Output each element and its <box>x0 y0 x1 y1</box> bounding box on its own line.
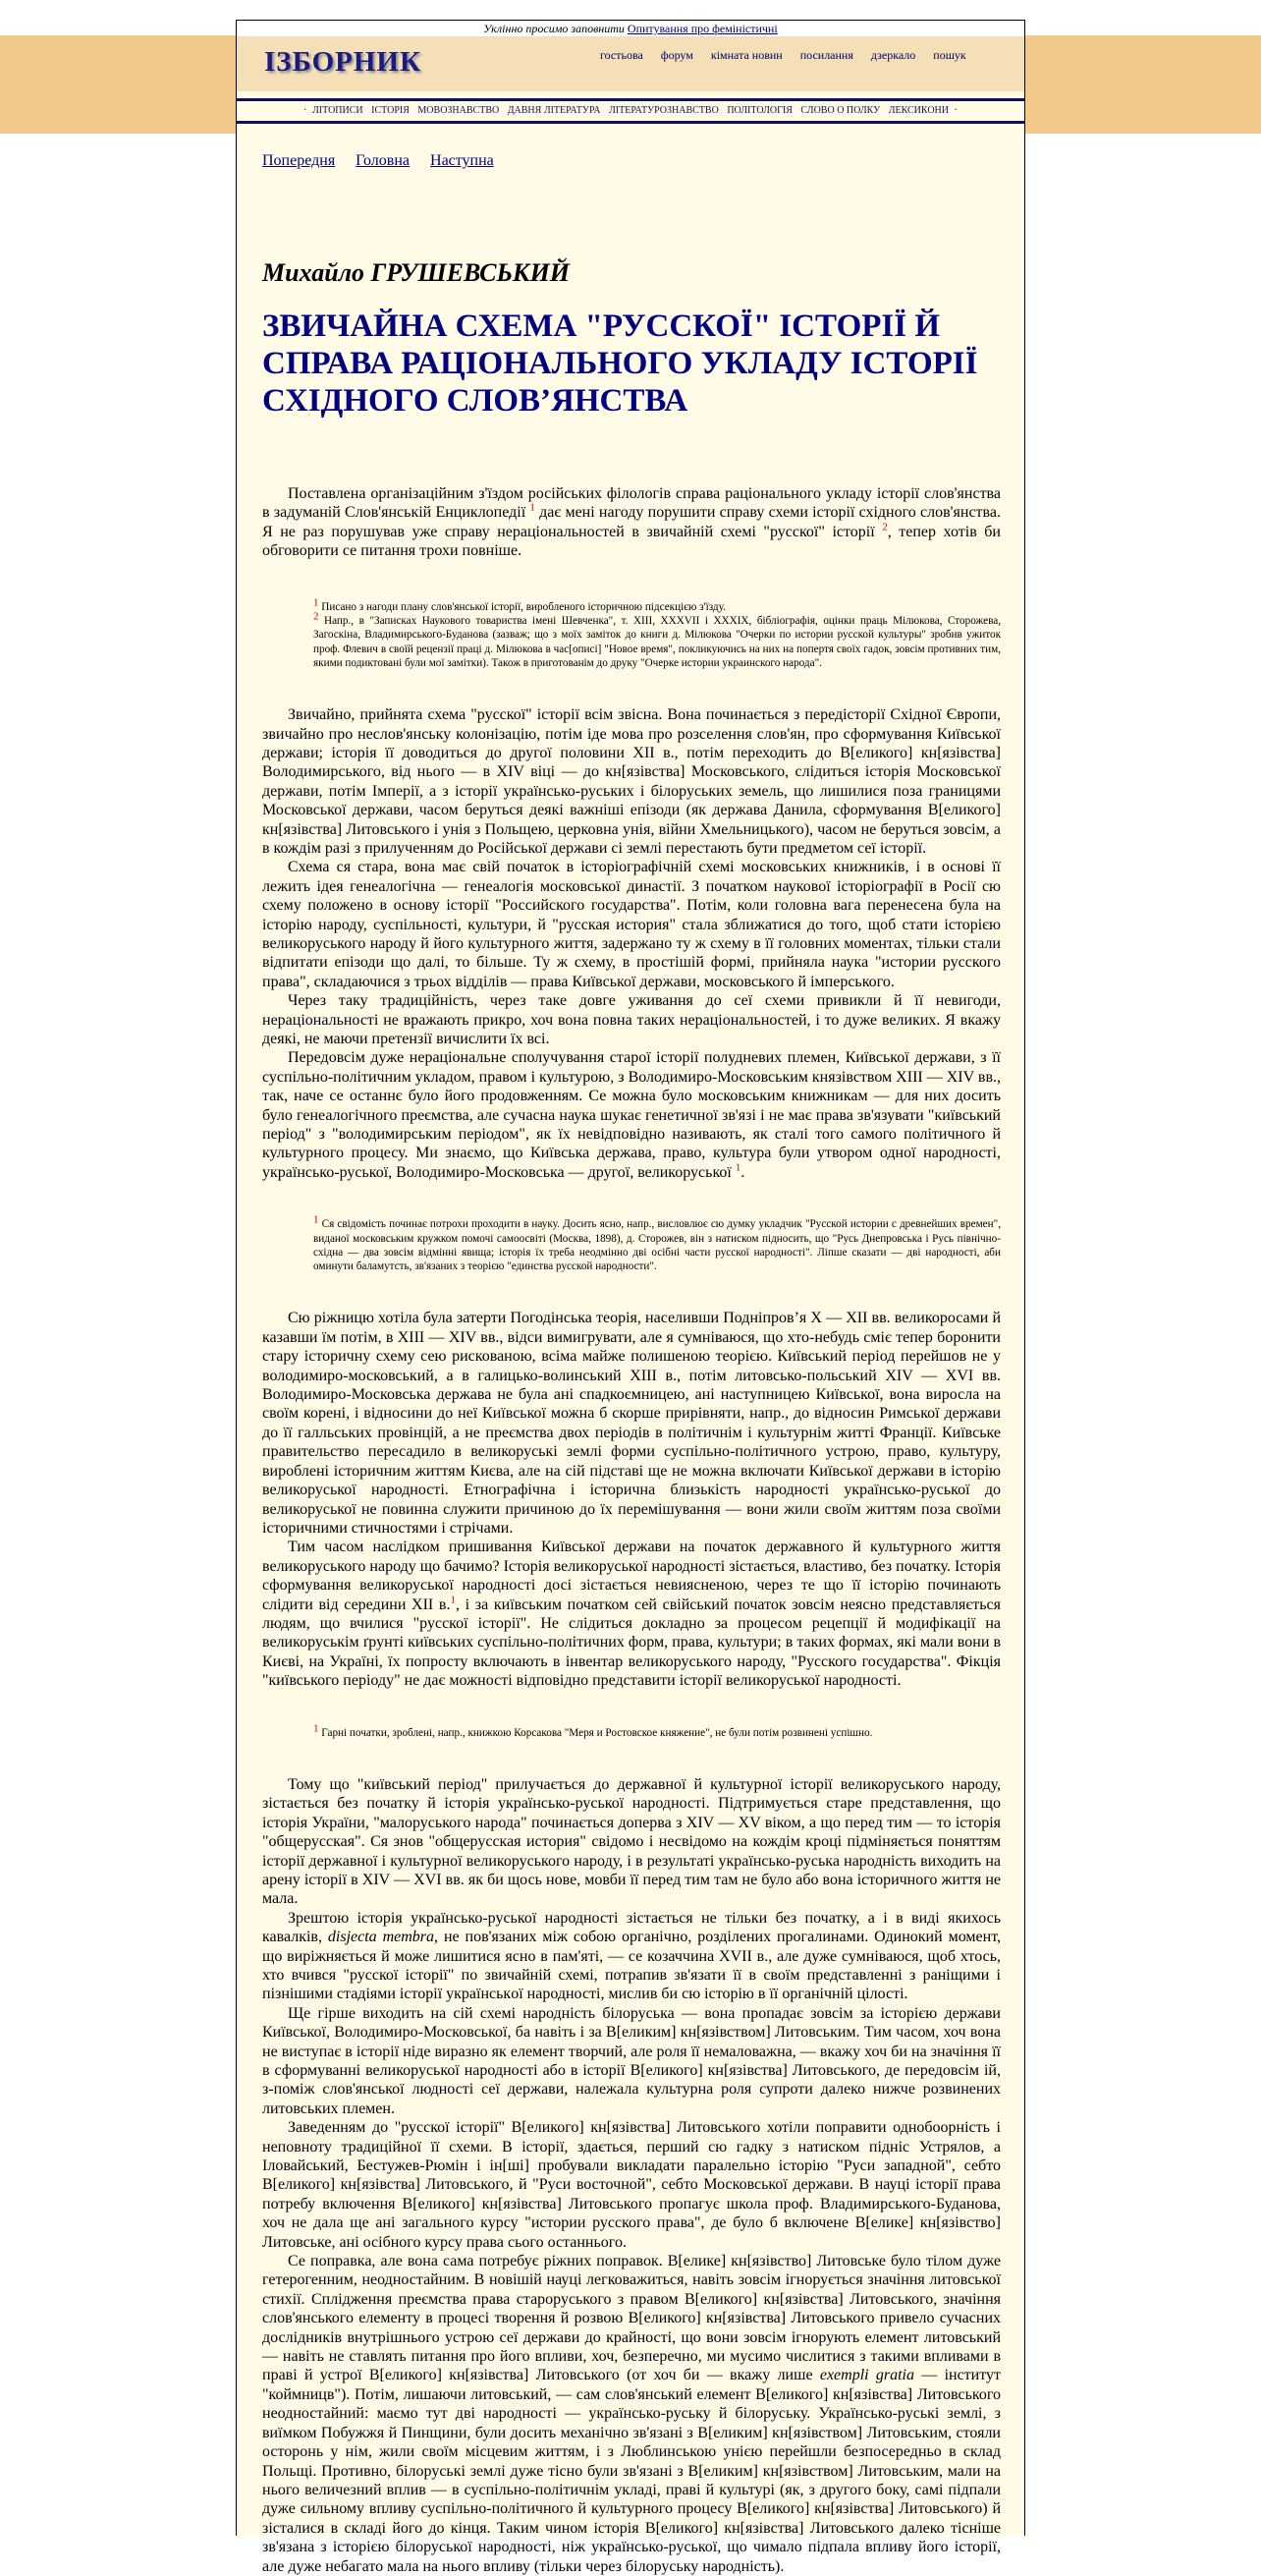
body-block-2 <box>262 705 1001 1182</box>
section-chronicles[interactable]: ЛІТОПИСИ <box>311 105 363 116</box>
next-link[interactable]: Наступна <box>430 152 494 169</box>
body-block-1 <box>262 484 1001 561</box>
section-slovo[interactable]: СЛОВО О ПОЛКУ <box>800 105 881 116</box>
survey-notice-text: Уклінно просимо заповнити <box>483 22 625 35</box>
footnote-ref-1[interactable]: 1 <box>529 502 535 515</box>
footnote: 1 Писано з нагоди плану слов'янської історії, виробленого історичною підсекцією з'їзду. <box>313 595 726 613</box>
body-block-4 <box>262 1775 1001 2576</box>
paragraph: Тому що "київський період" прилучається до державної й культурної історії великоруського народу, зістається без початку й історія українсько-руської народності. Підтримується старе представлення, що історія України, "малоруського народа" починається доперва з XIV — XV віком, а що перед тим — то історія "общерусская". Ся знов "общерусская история" свідомо і несвідомо на кождім кроці підміняється поняттям історії державної і культурної великоруського народу, і в результаті українсько-руська народність виходить на арену історії в XIV — XVI вв. як би щось нове, мовби її перед тим там не було або вона історичного життя не мала. <box>262 1775 1001 1908</box>
nav-links[interactable]: посилання <box>799 48 853 62</box>
section-linguistics[interactable]: МОВОЗНАВСТВО <box>417 105 500 116</box>
survey-notice <box>237 21 1024 36</box>
survey-link[interactable]: Опитування про феміністичні <box>627 22 778 35</box>
article-author: Михайло ГРУШЕВСЬКИЙ <box>262 258 571 287</box>
footnotes-2 <box>313 1213 1001 1273</box>
footnote-ref-3[interactable]: 1 <box>735 1161 741 1174</box>
footnote-ref-2[interactable]: 2 <box>882 521 888 533</box>
section-lexicons[interactable]: ЛЕКСИКОНИ <box>888 105 949 116</box>
page-nav <box>262 152 1001 170</box>
top-nav <box>600 48 981 63</box>
nav-rule-bottom <box>237 121 1024 124</box>
article <box>262 152 1001 2576</box>
paragraph: Передовсім дуже нераціональне сполучування старої історії полудневих племен, Київської держави, з її суспільно-політичним укладом, правом і культурою, з Володимиро-Московським князівством XIII — XIV вв., так, наче се останнє було його продовженням. Се можна було московським книжникам — для них досить було генеалогічного преємства, але сучасна наука шукає генетичної зв'язі і не має права зв'язувати "київський період" з "володимирським періодом", як їх невідповідно називають, як сталі того самого політичного й культурного процесу. Ми знаємо, що Київська держава, право, культура були утвором одної народності, українсько-руської, Володимиро-Московська — другої, великоруської $^1$. <box>262 1049 1001 1181</box>
nav-mirror[interactable]: дзеркало <box>870 48 916 62</box>
nav-search[interactable]: пошук <box>933 48 966 62</box>
prev-link[interactable]: Попередня <box>262 152 336 169</box>
footnote: 1 Ся свідомість починає потрохи проходити в науку. Досить ясно, напр., висловлює сю думку укладчик "Русской истории с древнейших времен", виданої московським кружком помочі самоосвіті (Москва, 1898), д. Сторожев, він з натиском підносить, що "Русь Днепровська і Русь північно-східна — два зовсім відмінні явища; історія їх треба неодмінно дві осібні части русскої народності". Ліпше сказати — дві народності, аби оминути баламутсть, зв'язаних з теорією "единства русской народности". <box>313 1213 1001 1273</box>
site-logo[interactable]: ІЗБОРНИК <box>264 46 421 78</box>
home-link[interactable]: Головна <box>356 152 411 169</box>
nav-forum[interactable]: форум <box>660 48 693 62</box>
footnotes-3 <box>313 1721 1001 1740</box>
footnote: 2 Напр., в "Записках Наукового товариства імені Шевченка", т. XIII, XXXVII і XXXIX, бібліографія, оцінки праць Мілюкова, Сторожева, Загоскіна, Владимирського-Буданова (зазваж; що з моїх заміток до книги д. Мілюкова "Очерки по истории русской культуры" зробив ужиток проф. Флевич в своїй рецензії праці д. Мілюкова в час[описі] "Новое время", покликуючись на них на попертя своїх гадок, зовсім противних тим, якими подиктовані були мої замітки). Також в приготованім до друку "Очерке истории украинского народа". <box>313 610 1001 669</box>
paragraph: Зрештою історія українсько-руської народності зістається не тільки без початку, а і в виді якихось кавалків, disjecta membra, не пов'язаних між собою органічно, розділених прогалинами. Одинокий момент, що виріжняється й може лишитися ясно в пам'яті, — се козаччина XVII в., але дуже сумніваюся, щоб хтось, хто вчився "русcкої історії" по звичайній схемі, потрапив зв'язати її в своїм представленні з раніщими і пізнішими стадіями історії українськoї народності, мислив би сю історію в її органічній цілості. <box>262 1909 1001 2003</box>
section-politology[interactable]: ПОЛІТОЛОГІЯ <box>727 105 793 116</box>
section-nav: · ЛІТОПИСИ ІСТОРІЯ МОВОЗНАВСТВО ДАВНЯ ЛІТЕРАТУРА ЛІТЕРАТУРОЗНАВСТВО ПОЛІТОЛОГІЯ СЛОВО О ПОЛКУ ЛЕКСИКОНИ · <box>303 105 958 116</box>
paragraph: Поставлена організаційним з'їздом російських філологів справа раціонального укладу історії слов'янства в задуманій Слов'янській Енциклопедії $^1$ дає мені нагоду порушити справу схеми історії східного слов'янства. Я не раз порушував уже справу нераціональностей в звичайній схемі "русcкої" історії $^2$, тепер хотів би обговорити се питання трохи повніше. <box>262 485 1001 560</box>
paragraph: Через таку традиційність, через таке довге уживання до сеї схеми привикли й її невигоди, нераціональності не вражають прикро, хоч вона повна таких нераціональностей, і то дуже великих. Я вкажу деякі, не маючи претензії вичислити їх всі. <box>262 992 1001 1048</box>
paragraph: Сю ріжницю хотіла була затерти Погодінська теорія, населивши Подніпров’я X — XII вв. великоросами й казавши їм потім, в XIII — XIV вв., відси вимигрувати, але я сумніваюся, що хто-небудь сміє тепер боронити стару історичну схему сею рискованою, всіма майже полишеною теорією. Київський період перейшов не у володимиро-московський, а в галицько-волинський XIII в., потім литовсько-польський XIV — XVI вв. Володимиро-Московська держава не була ані спадкоємницею, ані наступницею Київської, вона виросла на своїм корені, і відносини до неї Київської можна б скорше прирівняти, напр., до відносин Римської держави до її галльських провінцій, а не преємства двох періодів в політичнім і культурнім житті Франції. Київське правительство пересадило в великоруські землі форми суспільно-політичного устрою, право, культуру, вироблені історичним життям Києва, але на сій підставі ще не можна включати Київської держави в історію великоруської народності. Етнографічна і історична близькість народності українсько-руської до великоруської не повинна служити причиною до їх перемішування — вони жили своїм життям поза своїми історичними стичностями і стрічами. <box>262 1310 1001 1537</box>
paragraph: Ще гірше виходить на сій схемі народність білоруська — вона пропадає зовсім за історією держави Київської, Володимиро-Московської, ба навіть і за В[еликим] кн[язівством] Литовським. Тим часом, хоч вона не виступає в історії ніде виразно як елемент творчий, але роля її немаловажна, — вкажу хоч би на значіння її в сформуванні великоруської народності або в історії В[еликого] кн[язівства] Литовського, де передовсім ій, з-поміж слов'янської людності сеї держави, належала культурна роля супроти далеко нижче розвинених литовських племен. <box>262 2004 1001 2117</box>
nav-guestbook[interactable]: гостьова <box>600 48 643 62</box>
footnote: 1 Гарні початки, зроблені, напр., книжкою Корсакова "Меря и Ростовское княжение", не були потім розвинені успішно. <box>313 1721 873 1739</box>
footnotes-1 <box>313 595 1001 670</box>
paragraph: Схема ся стара, вона має свій початок в історіографічній схемі московських книжників, і в основі її лежить ідея генеалогічна — генеалогія московської династії. З початком наукової історіографії в Росії сю схему положено в основу історії "Российского государства". Потім, коли головна вага перенесена була на історію народу, суспільності, культури, й "русская история" стала зближатися до того, щоб стати історією великоруського народу й його культурного життя, задержано ту ж схему в її головних моментах, тільки стали відпитати епізоди що далі, то більше. Ту ж схему, в простішій формі, прийняла наука "истории русского права", складаючися з трьох відділів — права Київської держави, московського й імперського. <box>262 859 1001 990</box>
site-header <box>237 36 1024 91</box>
page-container <box>236 20 1025 2575</box>
footnote-ref-4[interactable]: 1 <box>450 1594 456 1606</box>
nav-news[interactable]: кімната новин <box>710 48 783 62</box>
article-title: ЗВИЧАЙНА СХЕМА "РУССКОЇ" ІСТОРІЇ Й СПРАВА РАЦІОНАЛЬНОГО УКЛАДУ ІСТОРІЇ СХІДНОГО СЛОВ’ЯНСТВА <box>262 308 978 419</box>
body-block-3 <box>262 1309 1001 1690</box>
section-literary-studies[interactable]: ЛІТЕРАТУРОЗНАВСТВО <box>608 105 719 116</box>
paragraph: Тим часом наслідком пришивання Київської держави на початок державного й культурного життя великоруського народу що бачимо? Історія великоруської народності зістається, властиво, без початку. Історія сформування великоруської народності досі зістається невиясненою, через те що її історію починають слідити від середини XII в.$^1$, і за київським початком сей свійський початок зовсім неясно представляється людям, що вчилися "русcкої історії". Не слідиться докладно за процесом рецепції й модифікації на великоруськім ґрунті київських суспільно-політичних форм, права, культури; в таких формах, які мали вони в Києві, на Україні, їх попросту включають в інвентар великоруського народу, "Русского государства". Фікція "київського періоду" не дає можності відповідно представити історії великоруської народності. <box>262 1539 1002 1690</box>
paragraph: Звичайно, прийнята схема "русcкої" історії всім звісна. Вона починається з передісторії Східної Європи, звичайно про нeслов'янську колонізацію, потім іде мова про розселення слов'ян, про сформування Київської держави; історія її доводиться до другої половини XII в., потім переходить до В[еликого] кн[язівства] Володимирського, від нього — в XIV віці — до кн[язівства] Московського, слідиться історія Московської держави, потім Імперії, а з історії українсько-руських і білоруських земель, що лишилися поза границями Московської держави, часом беруться деякі важніші епізоди (як держава Данила, сформування В[еликого] кн[язівства] Литовського і унія з Польщею, церковна унія, війни Хмельницького), часом не беруться зовсім, а в кождім разі з прилученням до Російської держави сі землі перестають бути предметом сеї історії. <box>262 706 1001 857</box>
section-old-literature[interactable]: ДАВНЯ ЛІТЕРАТУРА <box>507 105 601 116</box>
paragraph: Се поправка, але вона сама потребує ріжних поправок. В[елике] кн[язівство] Литовське було тілом дуже гетерогенним, неодностайним. В новішій науці легковажиться, навіть зовсім ігнорується значіння литовської стихії. Сплідження преємства права старoруського з правом В[еликого] кн[язівства] Литовського, значіння слов'янського елементу в процесі творення й розвою В[еликого] кн[язівства] Литовського привело сучасних дослідників внутрішнього устрою сеї держави до крайності, що вони зовсім ігнорують елемент литовський — навіть не ставлять питання про його впливи, хоч, безперечно, ми мусимо числитися з такими впливами в праві й устрої В[еликого] кн[язівства] Литовського (от хоч би — вкажу лише exempli gratia — інститут "коймницв"). Потім, лишаючи литовський, — сам слов'янський елемент В[еликого] кн[язівства] Литовського неодностайний: маємо тут дві народності — українсько-руську й білоруську. Українсько-руські землі, з виїмком Побужжя й Пинщини, були досить механічно зв'язані з В[еликим] кн[язівством] Литовським, стояли осторонь у нім, жили своїм місцевим життям, і з Люблинською унією перейшли безпосередньо в склад Польщі. Противно, білоруські землі дуже тісно були зв'язані з В[еликим] кн[язівством] Литовським, мали на нього величезний вплив — в суспільно-політичнім укладі, праві й культурі (як, з другого боку, самі підпали дуже сильному впливу суспільно-політичного й культурного процесу В[еликого] кн[язівства] Литовського) й зісталися в складі його до кінця. Таким чином історія В[еликого] кн[язівства] Литовського далеко тісніше зв'язана з історією білоруської народності, ніж українсько-руської, що чимало підпала впливу його історії, але дуже небагато мала на нього впливу (тільки через білоруську народність). <box>262 2253 1002 2575</box>
paragraph: Заведенням до "русcкої історії" В[еликого] кн[язівства] Литовського хотіли поправити однобоорність і неповноту традиційної її схеми. В історії, здається, перший сю гадку з натиском підніс Устрялов, а Іловайський, Бестужев-Рюмін і ін[ші] пробували викладати паралельно історію "Руси западной", себто В[еликого] кн[язівства] Литовського, й "Руси восточной", себто Московської держави. В науці історії права потребу включення В[еликого] кн[язівства] Литовського пропагує школа проф. Владимирського-Буданова, хоч не дала ще ані загального курсу "истории русского права", де було б включене В[елике] кн[язівство] Литовське, ані осібного курсу права сього останнього. <box>262 2119 1001 2251</box>
section-history[interactable]: ІСТОРІЯ <box>371 105 410 116</box>
nav-rule-top <box>237 98 1024 101</box>
